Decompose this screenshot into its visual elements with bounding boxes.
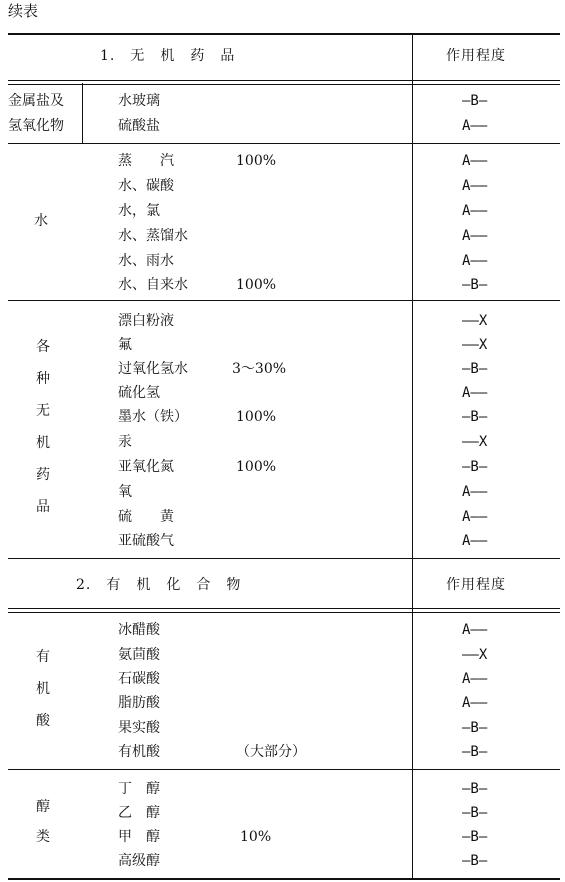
chemical-name: 水，氯 [118,203,160,219]
chemical-name: 脂肪酸 [118,695,160,711]
effect-degree: —B— [462,853,488,869]
effect-degree: A—— [462,671,488,687]
chemical-name: 水、雨水 [118,253,174,269]
concentration: 10% [240,829,272,845]
chemical-name: 水、碳酸 [118,178,174,194]
group-label-char: 类 [36,829,50,845]
group-label-char: 品 [36,499,50,515]
section-divider [8,558,560,559]
chemical-name: 过氧化氢水 [118,361,188,377]
chemical-name: 水、自来水 [118,277,188,293]
section1-header-rule [8,80,560,81]
chemical-name: 丁 醇 [118,781,160,797]
effect-degree: —B— [462,459,488,475]
chemical-name: 水、蒸馏水 [118,228,188,244]
group-label-char: 机 [36,435,50,451]
group-label: 水 [34,213,48,229]
group-divider [8,143,560,144]
section2-degree-header: 作用程度 [446,577,506,593]
section1-title: 1. 无 机 药 品 [100,48,236,64]
chemical-name: 氟 [118,337,132,353]
effect-degree: —B— [462,93,488,109]
effect-degree: —B— [462,409,488,425]
section1-degree-header: 作用程度 [446,48,506,64]
chemical-name: 氨茴酸 [118,647,160,663]
effect-degree: —B— [462,781,488,797]
effect-degree: —B— [462,720,488,736]
chemical-name: 甲 醇 [118,829,160,845]
chemical-name: 氧 [118,484,132,500]
chemical-name: 高级醇 [118,853,160,869]
concentration: （大部分） [236,744,306,760]
chemical-name: 汞 [118,434,132,450]
effect-degree: —B— [462,829,488,845]
concentration: 100% [236,153,277,169]
effect-degree: ——X [462,434,488,450]
chemical-name: 墨水（铁） [118,409,188,425]
table-bottom-rule [8,878,560,880]
chemical-name: 水玻璃 [118,93,160,109]
effect-degree: —B— [462,361,488,377]
effect-degree: A—— [462,178,488,194]
group-label-line: 金属盐及 [8,93,64,109]
group-label-line: 氢氧化物 [8,118,64,134]
chemical-name: 乙 醇 [118,805,160,821]
group-label-char: 无 [36,403,50,419]
effect-degree: A—— [462,484,488,500]
group-divider [8,769,560,770]
chemical-name: 亚硫酸气 [118,533,174,549]
group-label-char: 各 [36,339,50,355]
group-label-char: 药 [36,467,50,483]
effect-degree: A—— [462,385,488,401]
chemical-name: 漂白粉液 [118,313,174,329]
chemical-name: 硫 黄 [118,509,174,525]
effect-degree: —B— [462,805,488,821]
effect-degree: A—— [462,153,488,169]
effect-degree: A—— [462,203,488,219]
label-column-rule [82,83,83,143]
concentration: 3～30% [232,361,287,377]
section1-header-rule-double [8,84,560,85]
chemical-name: 蒸 汽 [118,153,174,169]
group-label-char: 酸 [36,713,50,729]
chemical-name: 硫酸盐 [118,118,160,134]
concentration: 100% [236,459,277,475]
chemical-name: 石碳酸 [118,671,160,687]
effect-degree: A—— [462,118,488,134]
effect-degree: A—— [462,695,488,711]
group-divider [8,300,560,301]
group-label-char: 有 [36,649,50,665]
group-label-char: 种 [36,371,50,387]
concentration: 100% [236,409,277,425]
effect-degree: —B— [462,744,488,760]
column-divider [412,35,413,878]
effect-degree: —B— [462,277,488,293]
section2-header-rule [8,608,560,609]
table-top-rule [8,33,560,35]
section2-title: 2. 有 机 化 合 物 [76,577,242,593]
concentration: 100% [236,277,277,293]
effect-degree: A—— [462,622,488,638]
effect-degree: A—— [462,228,488,244]
continued-label: 续表 [8,2,39,20]
effect-degree: A—— [462,533,488,549]
chemical-name: 果实酸 [118,720,160,736]
effect-degree: A—— [462,509,488,525]
group-label-char: 醇 [36,799,50,815]
effect-degree: ——X [462,337,488,353]
effect-degree: ——X [462,647,488,663]
effect-degree: A—— [462,253,488,269]
section2-header-rule-double [8,612,560,613]
chemical-name: 亚氧化氮 [118,459,174,475]
chemical-name: 硫化氢 [118,385,160,401]
group-label-char: 机 [36,681,50,697]
chemical-name: 有机酸 [118,744,160,760]
effect-degree: ——X [462,313,488,329]
chemical-name: 冰醋酸 [118,622,160,638]
